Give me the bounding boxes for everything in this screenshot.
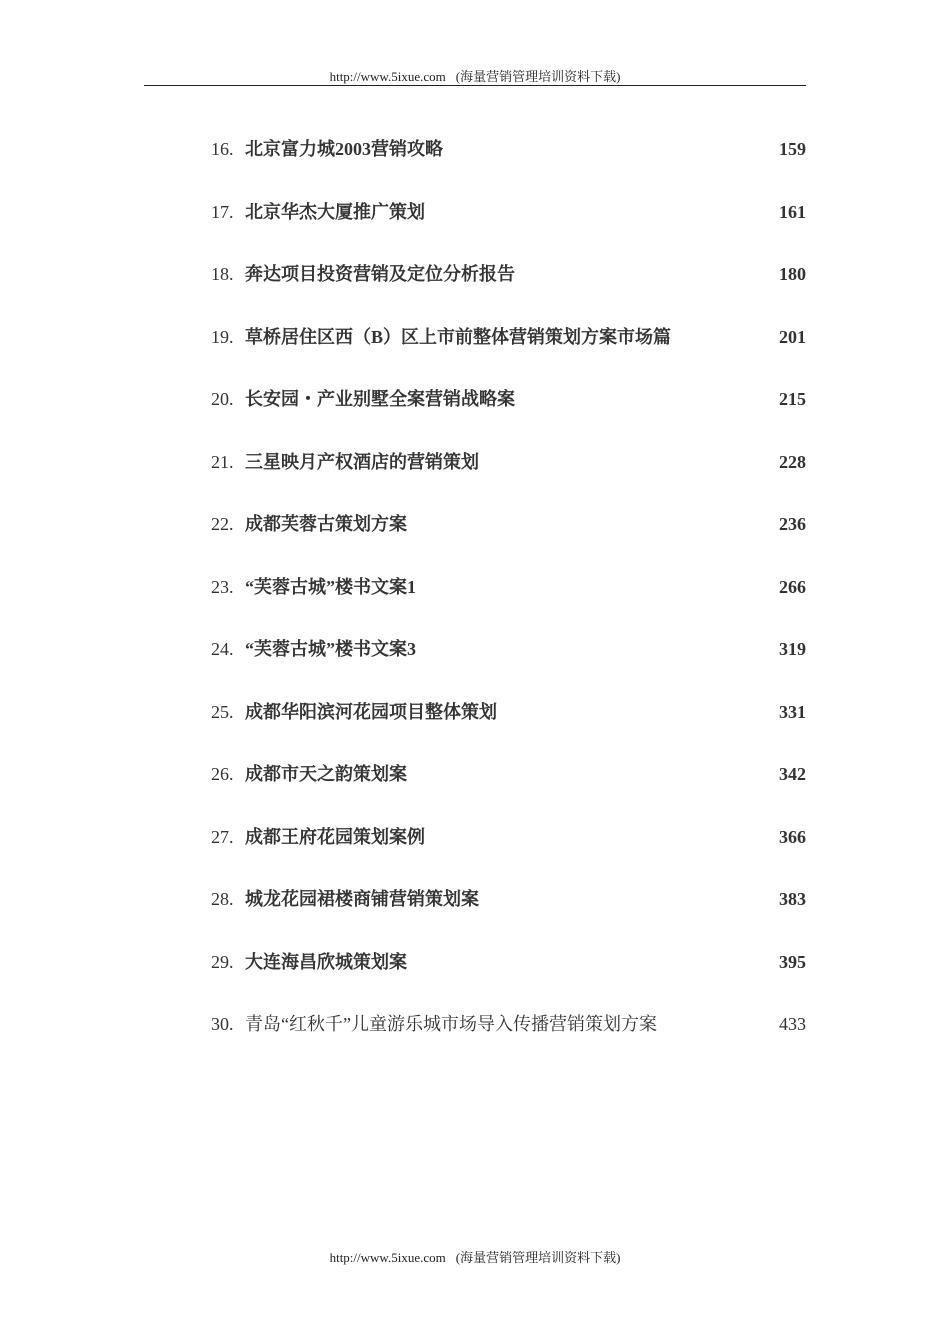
- toc-title: 北京富力城2003营销攻略: [245, 139, 443, 159]
- toc-page-number: 180: [779, 264, 806, 284]
- toc-number: 16.: [211, 139, 234, 159]
- toc-title: 三星映月产权酒店的营销策划: [245, 451, 479, 472]
- toc-page-number: 433: [779, 1014, 806, 1034]
- header-note: (海量营销管理培训资料下载): [455, 69, 621, 84]
- toc-page-number: 319: [779, 639, 806, 659]
- toc-number: 24.: [211, 639, 234, 659]
- toc-entry-18[interactable]: [211, 261, 806, 324]
- toc-entry-30[interactable]: [211, 1011, 806, 1074]
- toc-title: 北京华杰大厦推广策划: [245, 201, 425, 222]
- toc-number: 22.: [211, 514, 234, 534]
- toc-page-number: 395: [779, 951, 806, 972]
- toc-number: 25.: [211, 701, 234, 722]
- toc-entry-27[interactable]: [211, 824, 806, 887]
- toc-page-number: 159: [779, 139, 806, 159]
- toc-page-number: 201: [779, 326, 806, 347]
- toc-title: 奔达项目投资营销及定位分析报告: [245, 264, 515, 284]
- toc-entry-26[interactable]: [211, 761, 806, 824]
- toc-entry-19[interactable]: [211, 324, 806, 387]
- toc-title: “芙蓉古城”楼书文案3: [245, 639, 416, 659]
- toc-number: 27.: [211, 826, 234, 847]
- toc-entry-16[interactable]: [211, 136, 806, 199]
- toc-page-number: 342: [779, 764, 806, 784]
- toc-page-number: 266: [779, 576, 806, 597]
- toc-entry-25[interactable]: [211, 699, 806, 762]
- toc-number: 18.: [211, 264, 234, 284]
- toc-entry-21[interactable]: [211, 449, 806, 512]
- toc-entry-17[interactable]: [211, 199, 806, 262]
- toc-entry-24[interactable]: [211, 636, 806, 699]
- toc-number: 30.: [211, 1014, 234, 1034]
- page-footer: [144, 1247, 806, 1266]
- toc-entry-20[interactable]: [211, 386, 806, 449]
- header-url: http://www.5ixue.com: [329, 69, 446, 84]
- toc-page-number: 228: [779, 451, 806, 472]
- toc-page-number: 331: [779, 701, 806, 722]
- toc-number: 28.: [211, 889, 234, 909]
- toc-page-number: 383: [779, 889, 806, 909]
- toc-title: 大连海昌欣城策划案: [245, 951, 407, 972]
- toc-number: 29.: [211, 951, 234, 972]
- toc-number: 17.: [211, 201, 234, 222]
- toc-title: 青岛“红秋千”儿童游乐城市场导入传播营销策划方案: [245, 1014, 657, 1034]
- toc-title: 城龙花园裙楼商铺营销策划案: [245, 889, 479, 909]
- footer-url: http://www.5ixue.com: [329, 1250, 446, 1265]
- toc-entry-23[interactable]: [211, 574, 806, 637]
- toc-number: 26.: [211, 764, 234, 784]
- toc-number: 19.: [211, 326, 234, 347]
- toc-entry-29[interactable]: [211, 949, 806, 1012]
- toc-number: 23.: [211, 576, 234, 597]
- footer-note: (海量营销管理培训资料下载): [455, 1250, 621, 1265]
- toc-page-number: 366: [779, 826, 806, 847]
- toc-title: “芙蓉古城”楼书文案1: [245, 576, 416, 597]
- page-header: [144, 66, 806, 86]
- toc-entry-22[interactable]: [211, 511, 806, 574]
- toc-title: 成都市天之韵策划案: [245, 764, 407, 784]
- table-of-contents: [211, 136, 806, 1074]
- header-rule: [144, 85, 806, 86]
- toc-number: 20.: [211, 389, 234, 409]
- toc-title: 成都王府花园策划案例: [245, 826, 425, 847]
- toc-title: 长安园・产业别墅全案营销战略案: [245, 389, 515, 409]
- toc-title: 成都华阳滨河花园项目整体策划: [245, 701, 497, 722]
- toc-entry-28[interactable]: [211, 886, 806, 949]
- toc-number: 21.: [211, 451, 234, 472]
- toc-page-number: 161: [779, 201, 806, 222]
- toc-title: 草桥居住区西（B）区上市前整体营销策划方案市场篇: [245, 326, 672, 347]
- toc-page-number: 236: [779, 514, 806, 534]
- toc-page-number: 215: [779, 389, 806, 409]
- toc-title: 成都芙蓉古策划方案: [245, 514, 407, 534]
